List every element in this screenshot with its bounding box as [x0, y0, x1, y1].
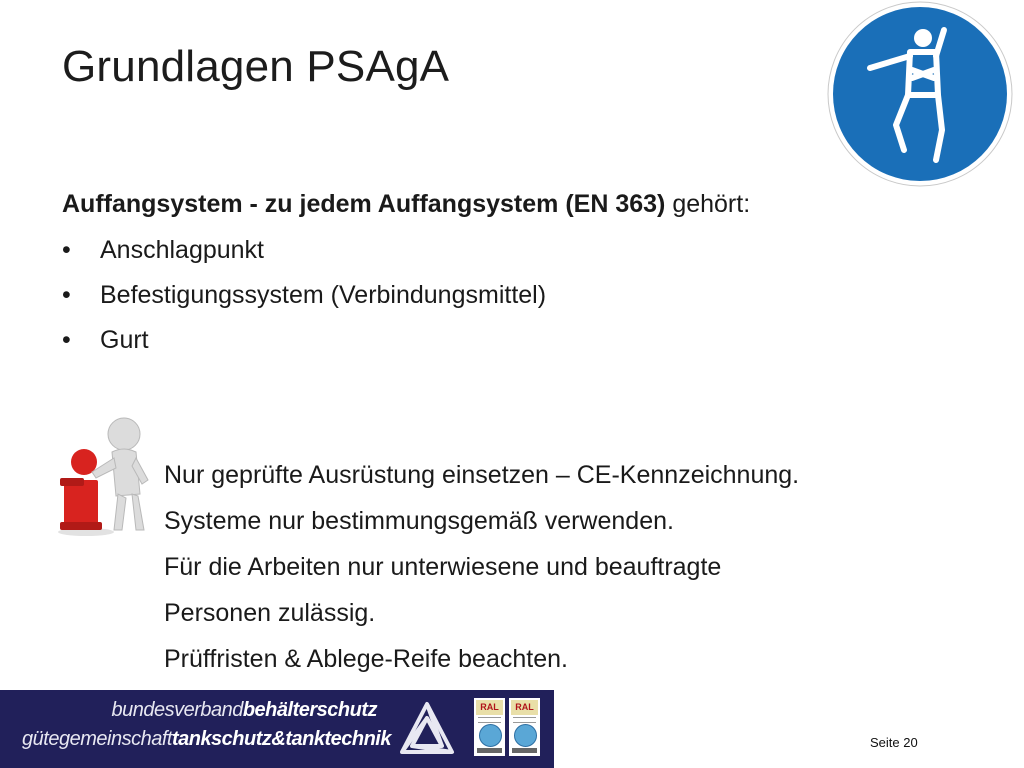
- ral-circle-icon: [479, 724, 502, 747]
- triangle-logo-icon: [398, 698, 456, 760]
- footer-org-names: [0, 690, 395, 768]
- page-number: Seite 20: [870, 735, 918, 750]
- bullet-dot: •: [62, 326, 71, 354]
- intro-bold: Auffangsystem - zu jedem Auffangsystem (EN 363): [62, 190, 666, 218]
- footer-line-1-plain: bundesverband: [111, 699, 243, 721]
- note-line: Nur geprüfte Ausrüstung einsetzen – CE-Kennzeichnung.: [164, 461, 800, 489]
- bullet-dot: •: [62, 281, 71, 309]
- bullet-dot: •: [62, 236, 71, 264]
- intro-rest: gehört:: [665, 190, 751, 218]
- note-line: Prüffristen & Ablege-Reife beachten.: [164, 645, 568, 673]
- footer-band: [0, 690, 554, 768]
- note-line: Personen zulässig.: [164, 599, 376, 627]
- footer-line-1: [111, 699, 377, 722]
- footer-line-2-plain: gütegemeinschaft: [22, 728, 172, 750]
- bullet-text: Befestigungssystem (Verbindungsmittel): [100, 281, 547, 309]
- footer-line-1-bold: behälterschutz: [242, 699, 377, 721]
- ral-bar: [477, 748, 502, 753]
- ral-badge: [474, 698, 505, 756]
- bullet-text: Gurt: [100, 326, 149, 354]
- ral-lines: [513, 717, 536, 723]
- footer-line-2: [22, 728, 391, 751]
- list-item: [62, 277, 546, 322]
- ral-label: RAL: [476, 700, 503, 715]
- ral-badge: [509, 698, 540, 756]
- note-line: Systeme nur bestimmungsgemäß verwenden.: [164, 507, 674, 535]
- ral-bar: [512, 748, 537, 753]
- ral-lines: [478, 717, 501, 723]
- notes-block: [164, 452, 984, 682]
- slide-title: Grundlagen PSAgA: [62, 42, 450, 91]
- footer-line-2-bold: tankschutz&tanktechnik: [171, 728, 391, 750]
- info-figure-icon: [56, 414, 156, 538]
- intro-line: [62, 190, 750, 219]
- list-item: [62, 232, 546, 277]
- bullet-text: Anschlagpunkt: [100, 236, 265, 264]
- harness-mandatory-sign-icon: [826, 0, 1014, 188]
- bullet-list: [62, 232, 546, 367]
- note-line: Für die Arbeiten nur unterwiesene und beauftragte: [164, 553, 722, 581]
- ral-label: RAL: [511, 700, 538, 715]
- ral-circle-icon: [514, 724, 537, 747]
- list-item: [62, 322, 546, 367]
